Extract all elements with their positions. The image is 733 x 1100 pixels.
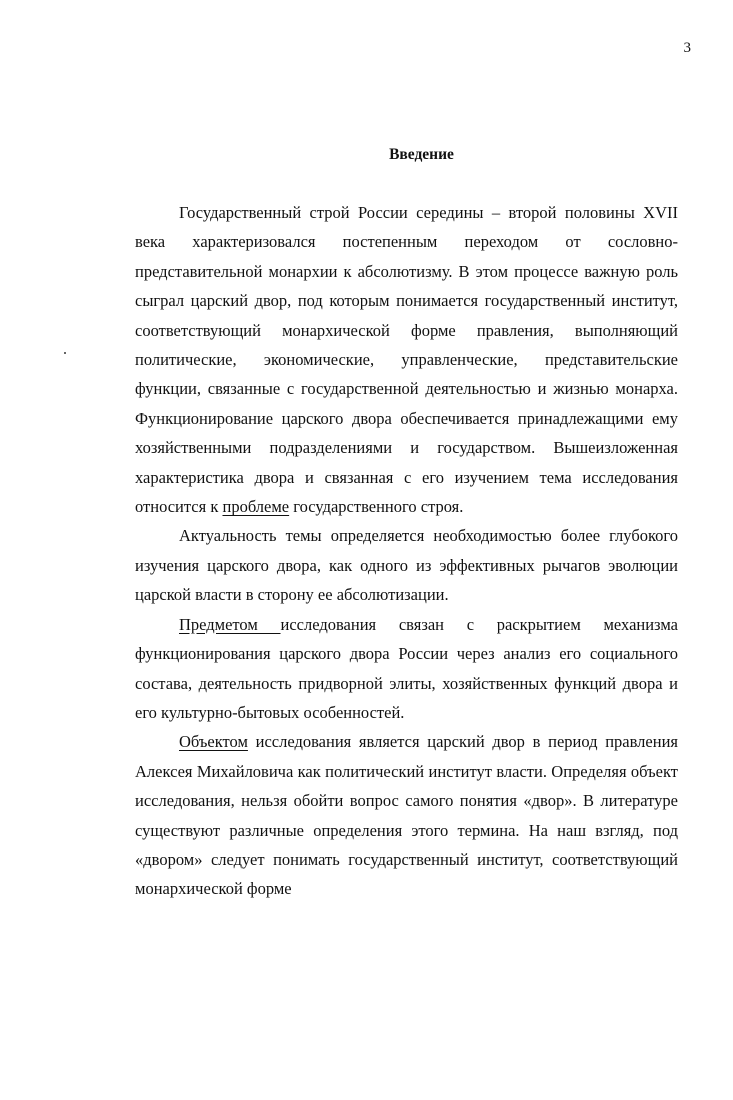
paragraph-3 <box>135 610 678 728</box>
paragraph-text: исследования является царский двор в период правления Алексея Михайловича как политический институт власти. Определяя объект исследования, нельзя обойти вопрос самого понятия «двор». В литературе существуют различные определения этого термина. На наш взгляд, под «двором» следует понимать государственный институт, соответствующий монархической форме <box>135 732 678 899</box>
paragraph-text: государственного строя. <box>289 497 464 517</box>
paragraph-2 <box>135 521 678 609</box>
paragraph-text: Государственный строй России середины – второй половины XVII века характеризовался постепенным переходом от сословно-представительной монархии к абсолютизму. В этом процессе важную роль сыграл царский двор, под которым понимается государственный институт, соответствующий монархической форме правления, выполняющий политические, экономические, управленческие, представительские функции, связанные с государственной деятельностью и жизнью монарха. Функционирование царского двора обеспечивается принадлежащими ему хозяйственными подразделениями и государством. Вышеизложенная характеристика двора и связанная с его изучением тема исследования относится к <box>135 203 678 517</box>
paragraph-1 <box>135 198 678 521</box>
underlined-term: Объектом <box>179 732 248 752</box>
underlined-term: проблеме <box>222 497 290 517</box>
page-number: 3 <box>683 40 691 56</box>
paragraph-text: исследования связан с раскрытием механизма функционирования царского двора России через анализ его социального состава, деятельность придворной элиты, хозяйственных функций двора и его культурно-бытовых особенностей. <box>135 614 678 722</box>
scan-speck <box>64 352 66 354</box>
paragraph-text: Актуальность темы определяется необходимостью более глубокого изучения царского двора, как одного из эффективных рычагов эволюции царской власти в сторону ее абсолютизации. <box>135 526 678 605</box>
page-title: Введение <box>389 146 454 163</box>
body-text <box>135 198 678 904</box>
underlined-term: Предметом <box>179 614 281 634</box>
paragraph-4 <box>135 727 678 903</box>
